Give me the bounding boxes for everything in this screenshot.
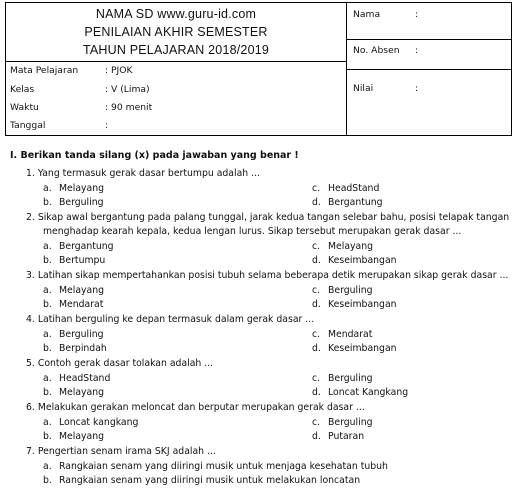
- option-letter: d.: [312, 255, 321, 266]
- option-text: Melayang: [59, 183, 105, 194]
- option-letter: b.: [43, 431, 52, 442]
- score-field[interactable]: [353, 83, 419, 94]
- name-label: Nama: [353, 9, 381, 20]
- meta-date-label: Tanggal: [10, 120, 46, 131]
- option-letter: b.: [43, 475, 52, 486]
- q1-option-c[interactable]: [312, 183, 380, 194]
- option-letter: d.: [312, 387, 321, 398]
- meta-time-value: : 90 menit: [105, 102, 153, 113]
- q4-option-c[interactable]: [312, 329, 373, 340]
- absen-label: No. Absen: [353, 45, 400, 56]
- option-text: Bergantung: [328, 197, 383, 208]
- question-5-text: 5. Contoh gerak dasar tolakan adalah ...: [26, 358, 214, 369]
- q3-option-d[interactable]: [312, 299, 397, 310]
- meta-class-label: Kelas: [10, 84, 35, 95]
- score-label: Nilai: [353, 83, 374, 94]
- question-3-text: 3. Latihan sikap mempertahankan posisi tubuh selama beberapa detik merupakan sikap gerak dasar ...: [26, 270, 509, 281]
- option-text: Berguling: [59, 197, 104, 208]
- option-letter: c.: [312, 241, 321, 252]
- option-letter: a.: [43, 373, 52, 384]
- option-letter: c.: [312, 373, 321, 384]
- option-letter: b.: [43, 299, 52, 310]
- q1-option-a[interactable]: [43, 183, 105, 194]
- q3-option-a[interactable]: [43, 285, 105, 296]
- option-letter: c.: [312, 183, 321, 194]
- q3-option-b[interactable]: [43, 299, 104, 310]
- option-text: Berguling: [328, 373, 373, 384]
- option-letter: a.: [43, 183, 52, 194]
- option-letter: d.: [312, 299, 321, 310]
- section-title: I. Berikan tanda silang (x) pada jawaban yang benar !: [10, 150, 299, 161]
- option-text: Rangkaian senam yang diiringi musik untuk menjaga kesehatan tubuh: [59, 461, 388, 472]
- header-box: [5, 2, 512, 136]
- name-field[interactable]: [353, 9, 419, 20]
- score-colon: :: [415, 83, 419, 94]
- absen-bottom-rule: [346, 69, 511, 70]
- q6-option-b[interactable]: [43, 431, 105, 442]
- question-4-text: 4. Latihan berguling ke depan termasuk dalam gerak dasar ...: [26, 314, 315, 325]
- option-text: Keseimbangan: [328, 255, 397, 266]
- option-text: Loncat Kangkang: [328, 387, 409, 398]
- option-letter: a.: [43, 241, 52, 252]
- q2-option-a[interactable]: [43, 241, 114, 252]
- q5-option-c[interactable]: [312, 373, 373, 384]
- school-name: NAMA SD www.guru-id.com: [95, 7, 257, 21]
- option-text: Bertumpu: [59, 255, 106, 266]
- meta-subject-value: : PJOK: [105, 65, 133, 76]
- option-text: Mendarat: [328, 329, 373, 340]
- option-text: HeadStand: [328, 183, 380, 194]
- option-letter: b.: [43, 255, 52, 266]
- q2-option-d[interactable]: [312, 255, 397, 266]
- option-text: Melayang: [59, 387, 105, 398]
- option-text: Melayang: [328, 241, 374, 252]
- option-text: Mendarat: [59, 299, 104, 310]
- option-text: Berguling: [59, 329, 104, 340]
- meta-class-value: : V (Lima): [105, 84, 150, 95]
- q4-option-b[interactable]: [43, 343, 107, 354]
- option-letter: c.: [312, 417, 321, 428]
- meta-time-label: Waktu: [10, 102, 39, 113]
- question-7-text: 7. Pengertian senam irama SKJ adalah ...: [26, 446, 216, 457]
- option-letter: b.: [43, 197, 52, 208]
- option-letter: a.: [43, 417, 52, 428]
- option-text: Keseimbangan: [328, 343, 397, 354]
- question-1-text: 1. Yang termasuk gerak dasar bertumpu adalah ...: [26, 168, 260, 179]
- option-letter: a.: [43, 461, 52, 472]
- q2-option-b[interactable]: [43, 255, 106, 266]
- meta-subject-label: Mata Pelajaran: [10, 65, 79, 76]
- option-text: Keseimbangan: [328, 299, 397, 310]
- q3-option-c[interactable]: [312, 285, 373, 296]
- option-letter: b.: [43, 387, 52, 398]
- option-letter: d.: [312, 431, 321, 442]
- option-text: Melayang: [59, 431, 105, 442]
- q2-option-c[interactable]: [312, 241, 374, 252]
- q6-option-a[interactable]: [43, 417, 139, 428]
- q4-option-d[interactable]: [312, 343, 397, 354]
- academic-year: TAHUN PELAJARAN 2018/2019: [82, 43, 270, 57]
- q1-option-b[interactable]: [43, 197, 104, 208]
- question-2-text-cont: menghadap kearah kepala, kedua lengan lurus. Sikap tersebut merupakan gerak dasar ...: [43, 226, 462, 237]
- q6-option-c[interactable]: [312, 417, 373, 428]
- q5-option-b[interactable]: [43, 387, 105, 398]
- option-text: HeadStand: [59, 373, 111, 384]
- name-bottom-rule: [346, 39, 511, 40]
- option-text: Loncat kangkang: [59, 417, 139, 428]
- option-letter: c.: [312, 285, 321, 296]
- q5-option-d[interactable]: [312, 387, 409, 398]
- option-letter: d.: [312, 343, 321, 354]
- q1-option-d[interactable]: [312, 197, 383, 208]
- option-text: Berpindah: [59, 343, 107, 354]
- option-letter: c.: [312, 329, 321, 340]
- name-colon: :: [415, 9, 419, 20]
- q4-option-a[interactable]: [43, 329, 104, 340]
- option-letter: d.: [312, 197, 321, 208]
- option-letter: b.: [43, 343, 52, 354]
- q7-option-a[interactable]: [43, 461, 388, 472]
- q5-option-a[interactable]: [43, 373, 111, 384]
- question-2-text: 2. Sikap awal bergantung pada palang tunggal, jarak kedua tangan selebar bahu, posisi telapak tangan: [26, 212, 510, 223]
- option-text: Putaran: [328, 431, 365, 442]
- option-text: Berguling: [328, 417, 373, 428]
- q7-option-b[interactable]: [43, 475, 361, 486]
- option-text: Berguling: [328, 285, 373, 296]
- option-letter: a.: [43, 329, 52, 340]
- q6-option-d[interactable]: [312, 431, 365, 442]
- option-letter: a.: [43, 285, 52, 296]
- exam-title: PENILAIAN AKHIR SEMESTER: [84, 25, 268, 39]
- option-text: Rangkaian senam yang diiringi musik untuk melakukan loncatan: [59, 475, 361, 486]
- question-6-text: 6. Melakukan gerakan meloncat dan berputar merupakan gerak dasar ...: [26, 402, 365, 413]
- title-bottom-rule: [6, 61, 347, 62]
- option-text: Melayang: [59, 285, 105, 296]
- absen-field[interactable]: [353, 45, 419, 56]
- absen-colon: :: [415, 45, 419, 56]
- option-text: Bergantung: [59, 241, 114, 252]
- meta-date-value: :: [105, 120, 109, 131]
